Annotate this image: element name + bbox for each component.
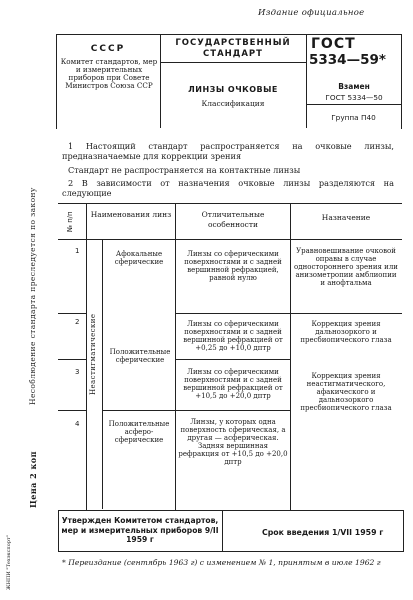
row-purpose: Коррекция зрения неастигматического, афакического и дальнозоркого пресбиопического глаза (300, 372, 392, 412)
row-name: Афокальные сферические (114, 250, 164, 266)
header-features: Отличительные особенности (201, 210, 265, 229)
header-num: № п/п (66, 211, 74, 232)
gost-number: 5334—59* (309, 52, 386, 68)
committee-label: Комитет стандартов, мер и измерительных приборов при Совете Министров Союза ССР (60, 57, 158, 90)
edition-note: Издание официальное (258, 8, 365, 18)
row-num: 2 (75, 318, 80, 326)
group-label: Группа П40 (331, 113, 376, 122)
row-features: Линзы, у которых одна поверхность сферическая, а другая — асферическая. Задняя вершинная рефракция от +10,5 до +20,0 дптр (178, 418, 288, 466)
row-num: 1 (75, 247, 80, 255)
standard-type-line1: ГОСУДАРСТВЕННЫЙ (175, 38, 291, 48)
legal-side-note: Несоблюдение стандарта преследуется по закону (28, 187, 37, 405)
replaces-value: ГОСТ 5334—50 (325, 93, 383, 102)
approval-text: Утвержден Комитетом стандартов, мер и измерительных приборов 9/II 1959 г (61, 516, 219, 544)
standard-type-line2: СТАНДАРТ (203, 49, 263, 59)
effective-date: Срок введения 1/VII 1959 г (262, 528, 384, 537)
row-name-merged: Положительные сферические (109, 348, 171, 364)
row-features: Линзы со сферическими поверхностями и с задней вершинной рефракцией от +10,5 до +20,0 дптр (183, 368, 283, 400)
row-num: 4 (75, 420, 80, 428)
header-name: Наименования линз (90, 210, 172, 219)
standard-title: ЛИНЗЫ ОЧКОВЫЕ (188, 85, 278, 94)
row-features: Линзы со сферическими поверхностями и с задней вершинной рефракцией, равной нулю (184, 250, 282, 282)
group-label-nonastigmatic: Неастигматические (89, 313, 97, 395)
gost-label: ГОСТ (311, 36, 356, 52)
publisher-stamp: ЖНПИ "Техэкспорт" (6, 534, 12, 590)
paragraph-2: Стандарт не распространяется на контактные линзы (68, 165, 301, 175)
country-label: СССР (90, 44, 126, 54)
header-purpose: Назначение (321, 213, 371, 222)
standard-subtitle: Классификация (201, 99, 265, 108)
row-name: Положительные асферо-сферические (108, 420, 170, 444)
row-num: 3 (75, 368, 80, 376)
row-purpose: Уравновешивание очковой оправы в случае одностороннего зрения или анизометропии амблиопии и анофтальма (294, 247, 398, 287)
row-features: Линзы со сферическими поверхностями и с задней вершинной рефракцией от +0,25 до +10,0 дптр (183, 320, 283, 352)
reprint-note: * Переиздание (сентябрь 1963 г) с изменением № 1, принятым в июле 1962 г (62, 558, 381, 567)
price-label: Цена 2 коп (28, 451, 38, 508)
paragraph-1: 1 Настоящий стандарт распространяется на очковые линзы, предназначаемые для коррекции зрения (62, 141, 394, 161)
paragraph-3: 2 В зависимости от назначения очковые линзы разделяются на следующие (62, 178, 394, 198)
row-purpose: Коррекция зрения дальнозоркого и пресбиопического глаза (300, 320, 392, 344)
replaces-label: Взамен (338, 82, 370, 91)
